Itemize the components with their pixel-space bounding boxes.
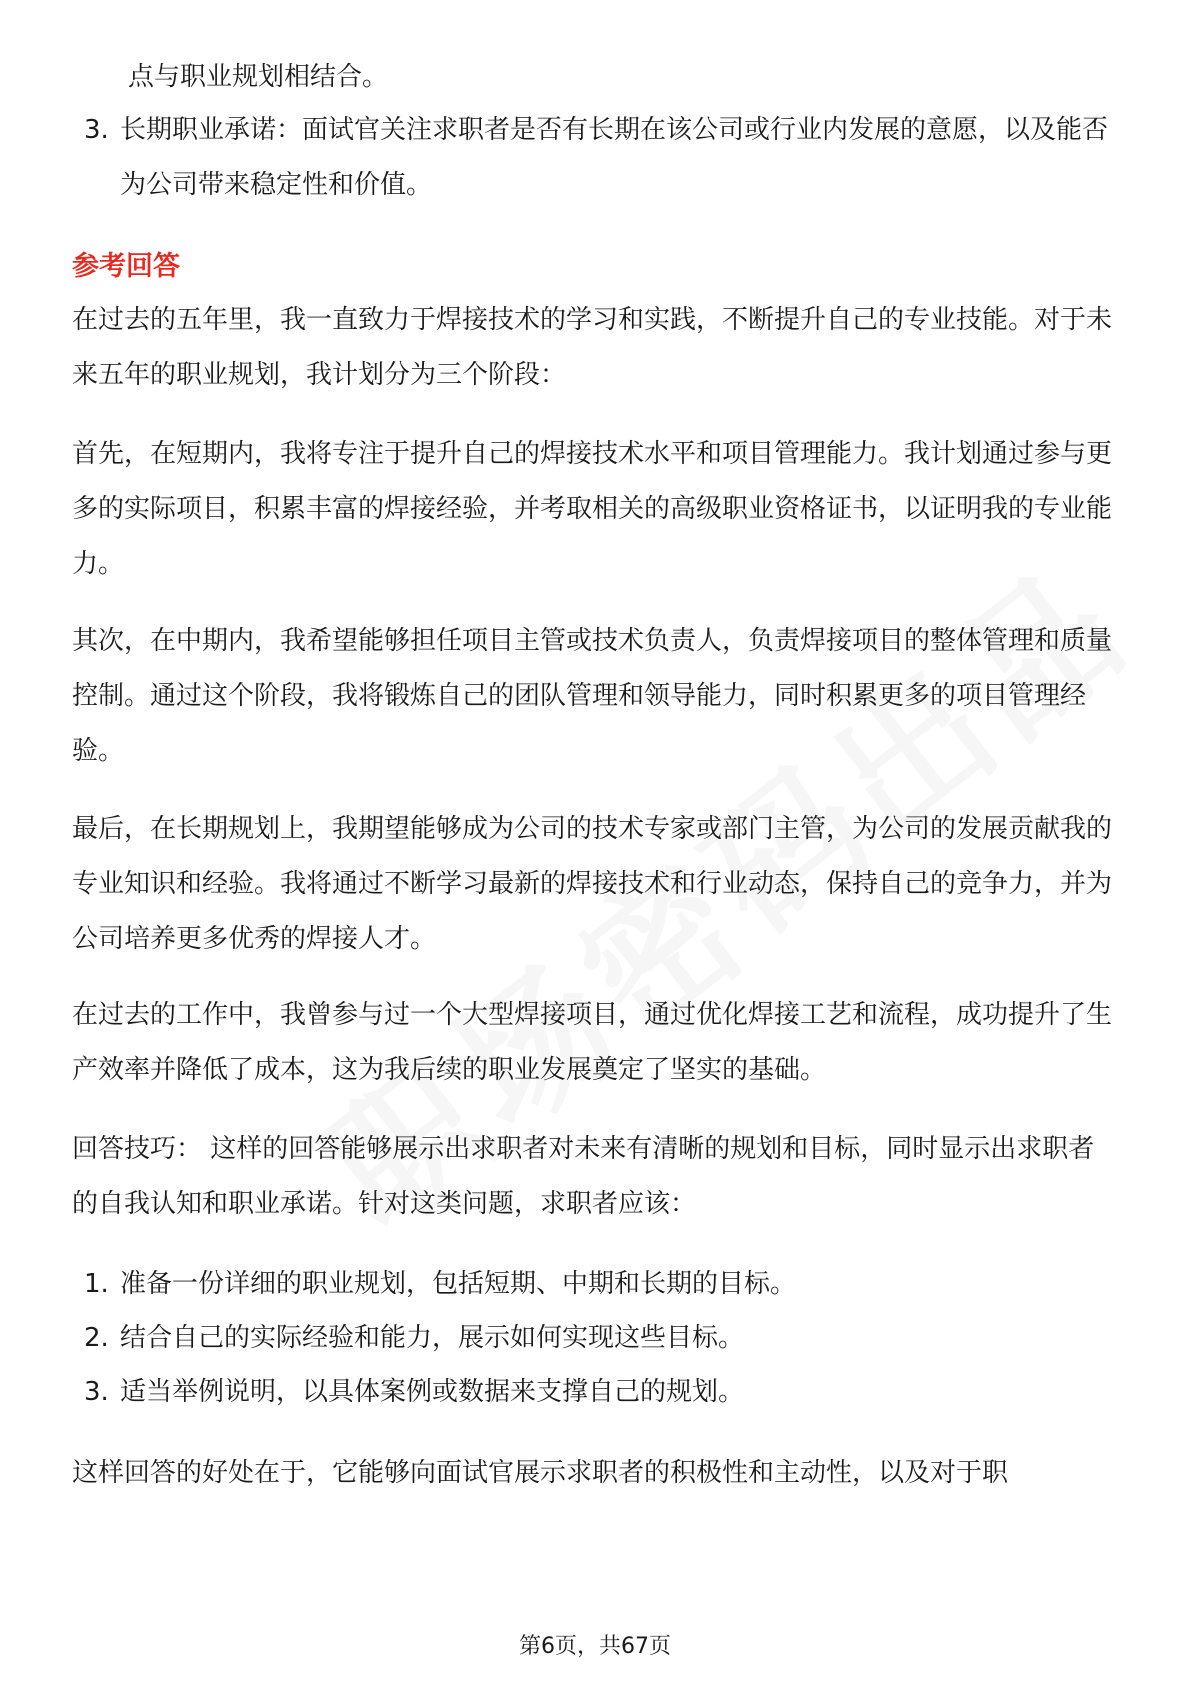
list-item <box>72 1365 1132 1420</box>
paragraph: 回答技巧： 这样的回答能够展示出求职者对未来有清晰的规划和目标，同时显示出求职者的自我认知和职业承诺。针对这类问题，求职者应该： <box>72 1134 1095 1219</box>
list-number: 3. <box>84 115 109 145</box>
list-item <box>72 1257 1132 1312</box>
list-number: 3. <box>84 1377 109 1407</box>
list-text: 适当举例说明，以具体案例或数据来支撑自己的规划。 <box>120 1377 745 1407</box>
list-item <box>72 103 1132 213</box>
paragraph: 其次，在中期内，我希望能够担任项目主管或技术负责人，负责焊接项目的整体管理和质量控制。通过这个阶段，我将锻炼自己的团队管理和领导能力，同时积累更多的项目管理经验。 <box>72 626 1113 766</box>
list-text: 结合自己的实际经验和能力，展示如何实现这些目标。 <box>120 1323 745 1353</box>
page-footer: 第6页，共67页 <box>519 1634 671 1659</box>
paragraph: 在过去的工作中，我曾参与过一个大型焊接项目，通过优化焊接工艺和流程，成功提升了生产效率并降低了成本，这为我后续的职业发展奠定了坚实的基础。 <box>72 1000 1113 1085</box>
paragraph: 首先，在短期内，我将专注于提升自己的焊接技术水平和项目管理能力。我计划通过参与更多的实际项目，积累丰富的焊接经验，并考取相关的高级职业资格证书，以证明我的专业能力。 <box>72 439 1113 579</box>
paragraph: 最后，在长期规划上，我期望能够成为公司的技术专家或部门主管，为公司的发展贡献我的专业知识和经验。我将通过不断学习最新的焊接技术和行业动态，保持自己的竞争力，并为公司培养更多优秀的焊接人才。 <box>72 814 1113 954</box>
list-number: 1. <box>84 1269 109 1299</box>
paragraph: 在过去的五年里，我一直致力于焊接技术的学习和实践，不断提升自己的专业技能。对于未来五年的职业规划，我计划分为三个阶段： <box>72 305 1113 390</box>
list-item <box>72 1311 1132 1366</box>
continuation-text: 点与职业规划相结合。 <box>128 62 389 92</box>
list-text: 长期职业承诺：面试官关注求职者是否有长期在该公司或行业内发展的意愿，以及能否为公司带来稳定性和价值。 <box>120 115 1109 200</box>
list-text: 准备一份详细的职业规划，包括短期、中期和长期的目标。 <box>120 1269 797 1299</box>
paragraph: 这样回答的好处在于，它能够向面试官展示求职者的积极性和主动性，以及对于职 <box>72 1458 1009 1488</box>
section-title: 参考回答 <box>72 251 180 282</box>
list-number: 2. <box>84 1323 109 1353</box>
